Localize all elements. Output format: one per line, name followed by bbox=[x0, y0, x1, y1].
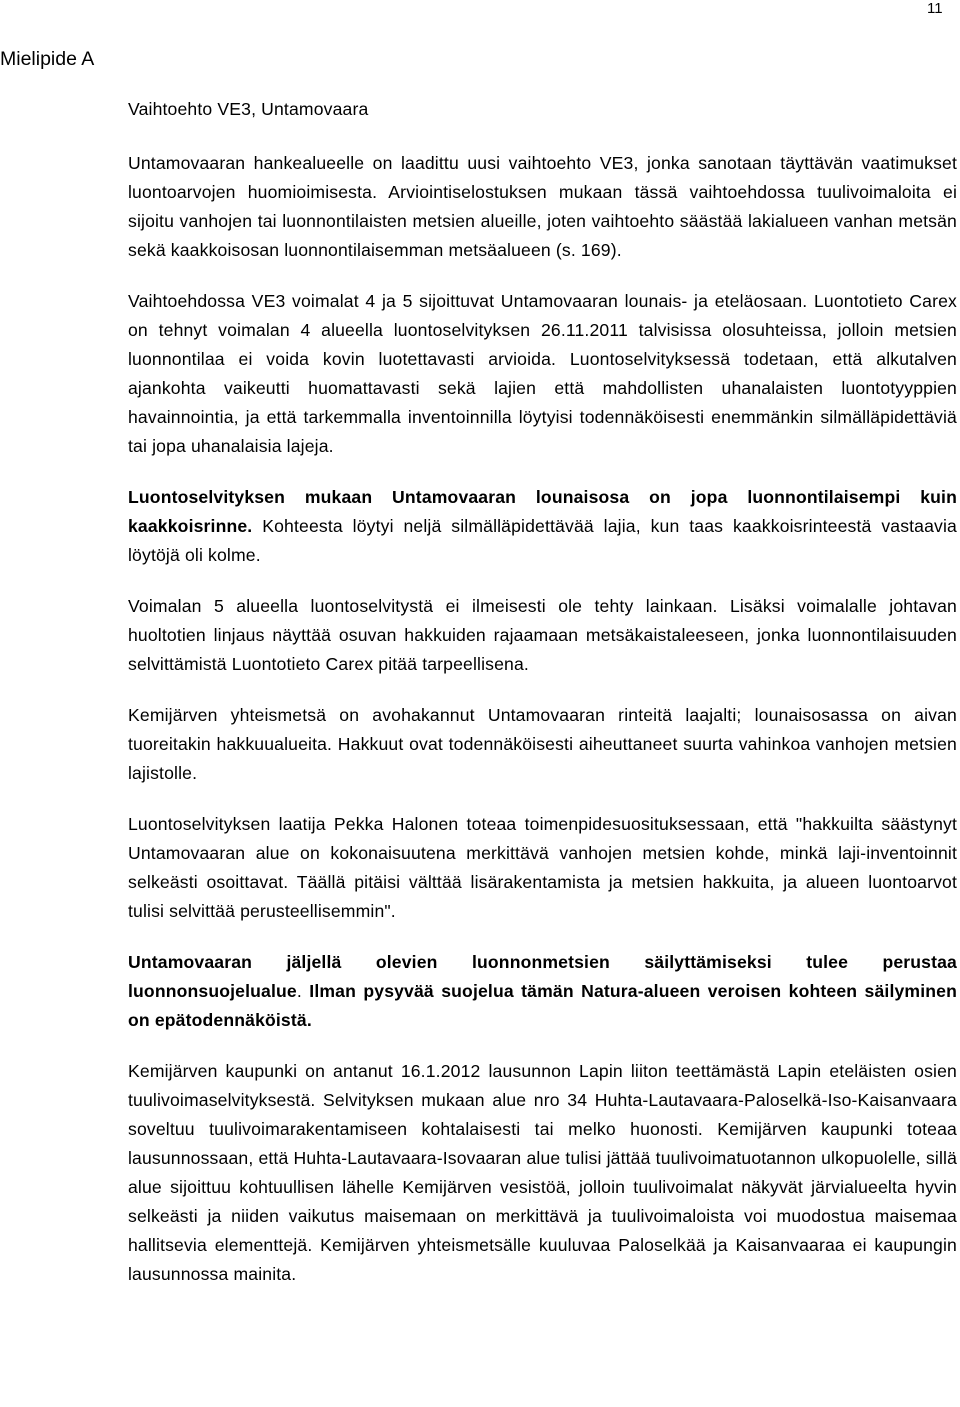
document-body bbox=[128, 95, 957, 1311]
paragraph-clear-cutting: Kemijärven yhteismetsä on avohakannut Untamovaaran rinteitä laajalti; lounaisosassa on aivan tuoreitakin hakkuualueita. Hakkuut ovat todennäköisesti aiheuttaneet suurta vahinkoa vanhojen metsien lajistolle. bbox=[128, 705, 957, 783]
page-number: 11 bbox=[927, 0, 943, 17]
paragraph-southwest-finding bbox=[128, 483, 957, 570]
protection-dot: . bbox=[296, 981, 302, 1001]
bold-protection-b: Ilman pysyvää suojelua tämän Natura-alueen veroisen kohteen säilyminen on epätodennäköistä. bbox=[128, 981, 957, 1030]
bold-protection-a: Untamovaaran jäljellä olevien luonnonmetsien säilyttämiseksi tulee perustaa luonnonsuojelualue bbox=[128, 952, 957, 1001]
paragraph-protection-demand bbox=[128, 948, 957, 1035]
section-heading: Mielipide A bbox=[0, 48, 95, 70]
paragraph-subtitle: Vaihtoehto VE3, Untamovaara bbox=[128, 99, 369, 119]
bold-finding: Luontoselvityksen mukaan Untamovaaran lounaisosa on jopa luonnontilaisempi kuin kaakkoisrinne. bbox=[128, 487, 957, 536]
finding-rest: Kohteesta löytyi neljä silmälläpidettävää lajia, kun taas kaakkoisrinteestä vastaavia löytöjä oli kolme. bbox=[128, 516, 957, 565]
paragraph-ve3-intro: Untamovaaran hankealueelle on laadittu uusi vaihtoehto VE3, jonka sanotaan täyttävän vaatimukset luontoarvojen huomioimisesta. Arviointiselostuksen mukaan tässä vaihtoehdossa tuulivoimaloita ei sijoitu vanhojen tai luonnontilaisten metsien alueille, joten vaihtoehto säästää lakialueen vanhan metsän sekä kaakkoisosan luonnontilaisemman metsäalueen (s. 169). bbox=[128, 153, 957, 260]
paragraph-carex-survey: Vaihtoehdossa VE3 voimalat 4 ja 5 sijoittuvat Untamovaaran lounais- ja eteläosaan. Luontotieto Carex on tehnyt voimalan 4 alueella luontoselvityksen 26.11.2011 talvisissa olosuhteissa, jolloin metsien luonnontilaa ei voida kovin luotettavasti arvioida. Luontoselvityksessä todetaan, että alkutalven ajankohta vaikeutti huomattavasti sekä lajien että mahdollisten uhanalaisten luontotyyppien havainnointia, ja että tarkemmalla inventoinnilla löytyisi todennäköisesti enemmänkin silmälläpidettäviä tai jopa uhanalaisia lajeja. bbox=[128, 291, 957, 456]
paragraph-halonen-quote: Luontoselvityksen laatija Pekka Halonen toteaa toimenpidesuosituksessaan, että "hakkuilta säästynyt Untamovaaran alue on kokonaisuutena merkittävä vanhojen metsien kohde, minkä laji-inventoinnit selkeästi osoittavat. Täällä pitäisi välttää lisärakentamista ja metsien hakkuita, ja alueen luontoarvot tulisi selvittää perusteellisemmin". bbox=[128, 814, 957, 921]
paragraph-turbine-5: Voimalan 5 alueella luontoselvitystä ei ilmeisesti ole tehty lainkaan. Lisäksi voimalalle johtavan huoltotien linjaus näyttää osuvan hakkuiden rajaamaan metsäkaistaleeseen, jonka luonnontilaisuuden selvittämistä Luontotieto Carex pitää tarpeellisena. bbox=[128, 596, 957, 674]
paragraph-city-statement: Kemijärven kaupunki on antanut 16.1.2012 lausunnon Lapin liiton teettämästä Lapin eteläisten osien tuulivoimaselvityksestä. Selvityksen mukaan alue nro 34 Huhta-Lautavaara-Paloselkä-Iso-Kaisanvaara soveltuu tuulivoimarakentamiseen kohtalaisesti tai melko huonosti. Kemijärven kaupunki toteaa lausunnossaan, että Huhta-Lautavaara-Isovaaran alue tulisi jättää tuulivoimatuotannon ulkopuolelle, sillä alue sijoittuu kohtuullisen lähelle Kemijärven vesistöä, jolloin tuulivoimalat näkyvät järvialueelta hyvin selkeästi ja niiden vaikutus maisemaan on merkittävä ja tuulivoimaloista voi muodostua maisemaa hallitsevia elementtejä. Kemijärven yhteismetsälle kuuluvaa Paloselkää ja Kaisanvaaraa ei kaupungin lausunnossa mainita. bbox=[128, 1061, 957, 1284]
